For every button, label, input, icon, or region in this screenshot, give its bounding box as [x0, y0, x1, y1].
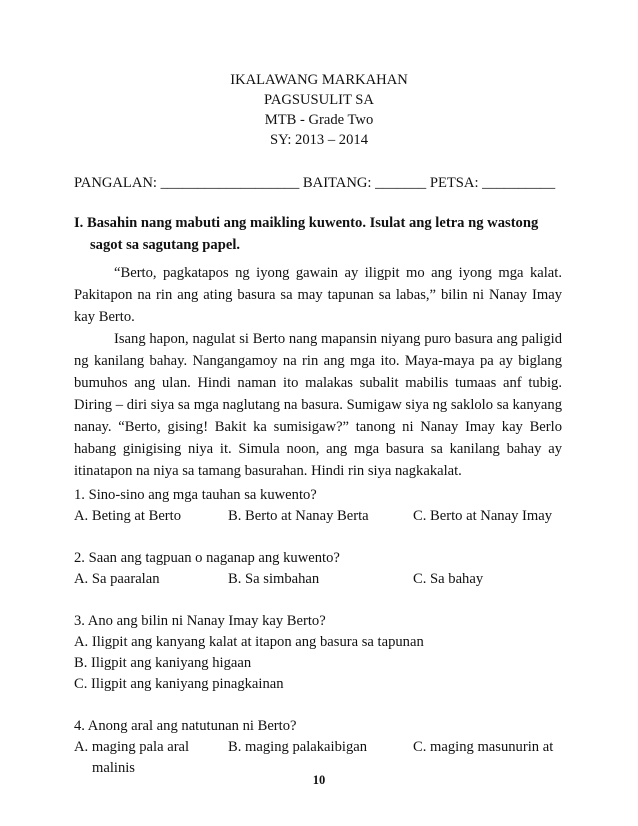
header-test: PAGSUSULIT SA — [264, 92, 374, 108]
student-info-line: PANGALAN: ___________________ BAITANG: _______ PETSA: __________ — [74, 175, 556, 191]
question-list — [74, 485, 574, 800]
question-4-choice-c-continued: malinis — [92, 760, 135, 776]
question-4-choice-c: C. maging masunurin at — [413, 739, 554, 755]
question-2 — [74, 548, 574, 590]
question-4-choice-a: A. maging pala aral — [74, 739, 190, 755]
story-paragraph-1: “Berto, pagkatapos ng iyong gawain ay iligpit mo ang iyong mga kalat. Pakitapon na rin ang ating basura sa may tapunan sa labas,” bilin ni Nanay Imay kay Berto. — [74, 265, 562, 325]
header-school-year: SY: 2013 – 2014 — [270, 132, 368, 148]
question-1-text: 1. Sino-sino ang mga tauhan sa kuwento? — [74, 487, 317, 503]
question-2-choice-c: C. Sa bahay — [413, 571, 484, 587]
question-1 — [74, 485, 574, 527]
exam-header — [0, 70, 638, 150]
question-4 — [74, 716, 574, 779]
question-3-text: 3. Ano ang bilin ni Nanay Imay kay Berto? — [74, 613, 326, 629]
question-4-choices — [74, 737, 574, 758]
question-1-choice-b: B. Berto at Nanay Berta — [228, 508, 369, 524]
story — [74, 262, 562, 482]
instruction-line-1: I. Basahin nang mabuti ang maikling kuwento. Isulat ang letra ng wastong — [74, 215, 539, 231]
header-quarter: IKALAWANG MARKAHAN — [230, 72, 408, 88]
question-4-text: 4. Anong aral ang natutunan ni Berto? — [74, 718, 297, 734]
question-2-choice-b: B. Sa simbahan — [228, 571, 320, 587]
header-subject: MTB - Grade Two — [264, 112, 374, 128]
question-3-choice-a: A. Iligpit ang kanyang kalat at itapon ang basura sa tapunan — [74, 634, 424, 650]
question-1-choice-a: A. Beting at Berto — [74, 508, 182, 524]
question-1-choice-c: C. Berto at Nanay Imay — [413, 508, 553, 524]
question-3-choice-c: C. Iligpit ang kaniyang pinagkainan — [74, 676, 284, 692]
instruction-line-2: sagot sa sagutang papel. — [90, 237, 241, 253]
instruction — [74, 212, 564, 256]
question-2-choices — [74, 569, 574, 590]
question-3-choice-b: B. Iligpit ang kaniyang higaan — [74, 655, 252, 671]
question-2-choice-a: A. Sa paaralan — [74, 571, 160, 587]
question-2-text: 2. Saan ang tagpuan o naganap ang kuwento? — [74, 550, 340, 566]
question-4-choice-b: B. maging palakaibigan — [228, 739, 368, 755]
question-3 — [74, 611, 574, 695]
story-paragraph-2: Isang hapon, nagulat si Berto nang mapansin niyang puro basura ang paligid ng kanilang bahay. Nangangamoy na rin ang mga ito. Maya-maya pa ay biglang bumuhos ang ulan. Hindi naman ito malakas subalit mabilis tumaas anf tubig. Diring – diri siya sa mga naglutang na basura. Sumigaw siya ng saklolo sa kanyang nanay. “Berto, gising! Bakit ka sumisigaw?” tanong ni Nanay Imay kay Berlo habang ginigising niya it. Simula noon, ang mga basura sa kanilang bahay ay itinatapon na niya sa tamang basurahan. Hindi rin siya nagkakalat. — [74, 331, 562, 479]
page-number: 10 — [312, 773, 326, 787]
question-1-choices — [74, 506, 574, 527]
